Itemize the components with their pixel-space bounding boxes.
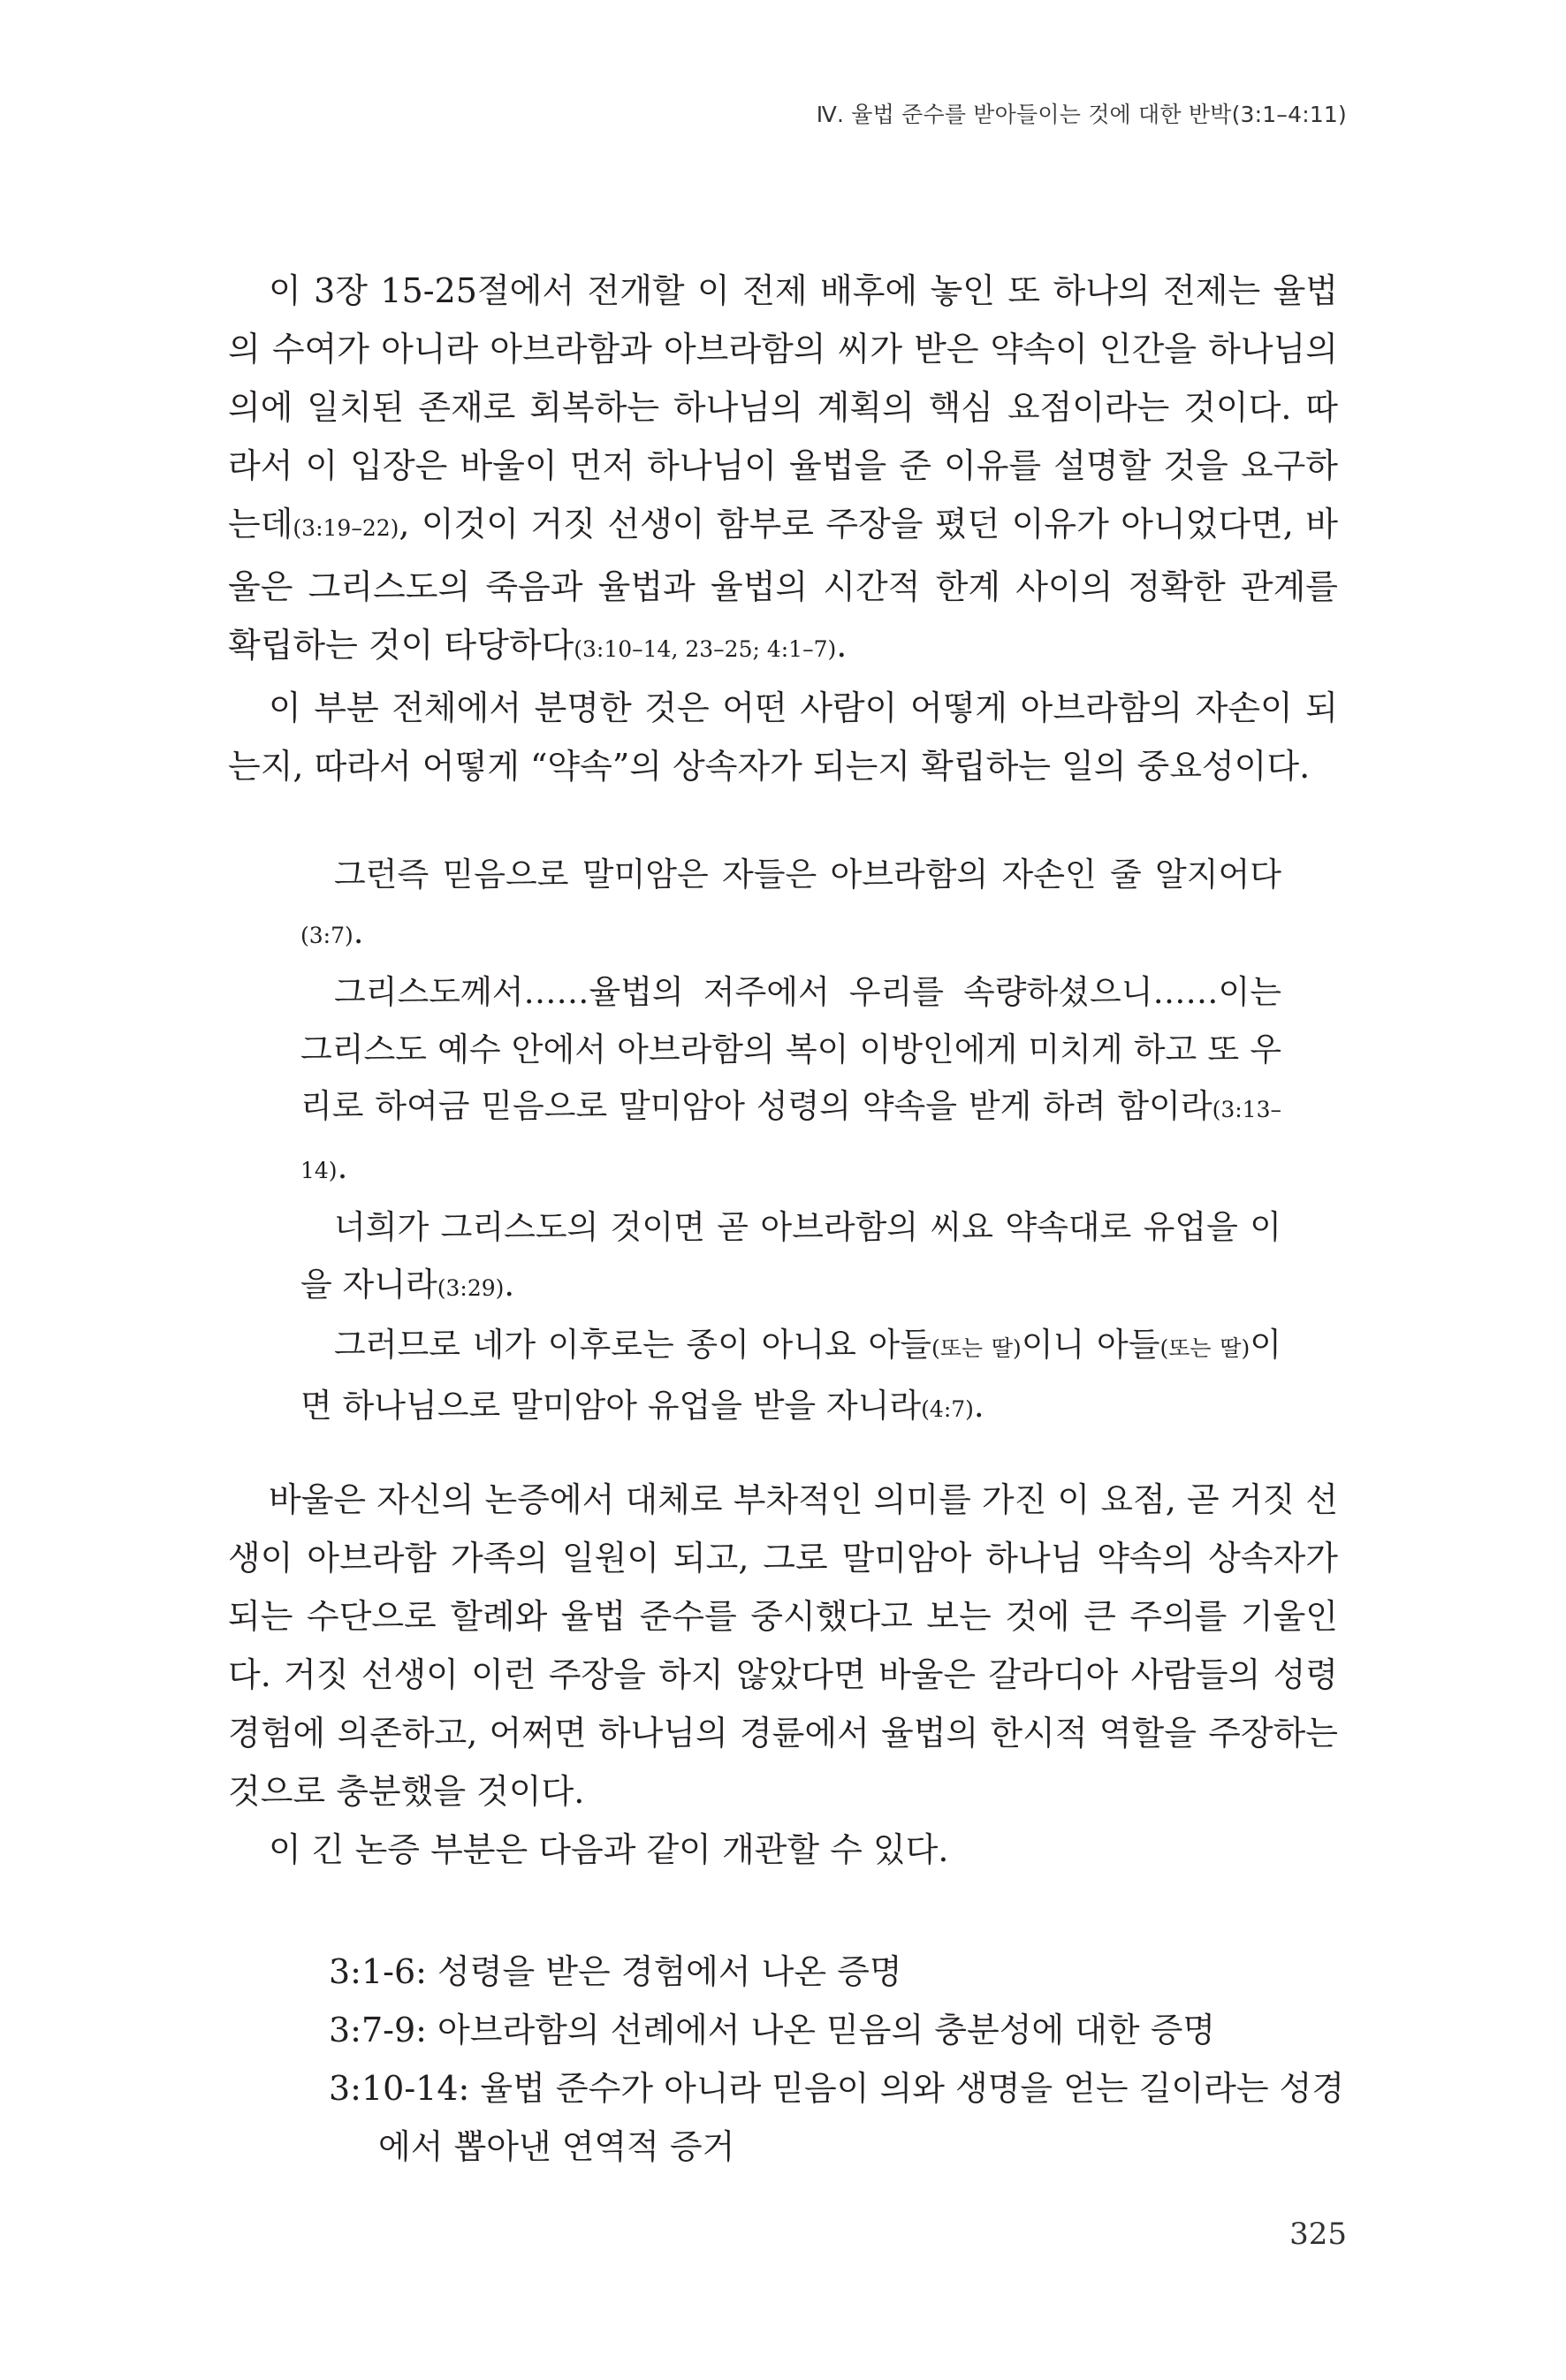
text-run: 그리스도께서……율법의 저주에서 우리를 속량하셨으니……이는 그리스도 예수 안에서 아브라함의 복이 이방인에게 미치게 하고 또 우리로 하여금 믿음으로 말미암아 성령의 약속을 받게 하려 함이라	[300, 973, 1281, 1125]
quote-paragraph	[300, 1199, 1281, 1317]
body-text-top	[228, 262, 1338, 795]
citation-text: (3:19–22)	[293, 515, 399, 541]
citation-text: (4:7)	[921, 1395, 974, 1422]
text-run: 이니 아들	[1021, 1326, 1160, 1364]
text-run: .	[353, 912, 364, 951]
text-run: 바울은 자신의 논증에서 대체로 부차적인 의미를 가진 이 요점, 곧 거짓 선생이 아브라함 가족의 일원이 되고, 그로 말미암아 하나님 약속의 상속자가 되는 수단으로 할례와 율법 준수를 중시했다고 보는 것에 큰 주의를 기울인다. 거짓 선생이 이런 주장을 하지 않았다면 바울은 갈라디아 사람들의 성령 경험에 의존하고, 어쩌면 하나님의 경륜에서 율법의 한시적 역할을 주장하는 것으로 충분했을 것이다.	[228, 1480, 1338, 1811]
paragraph	[228, 679, 1338, 795]
text-run: 이 긴 논증 부분은 다음과 같이 개관할 수 있다.	[269, 1830, 949, 1869]
text-run: 이면 하나님으로 말미암아 유업을 받을 자니라	[300, 1326, 1282, 1425]
running-header: Ⅳ. 율법 준수를 받아들이는 것에 대한 반박(3:1–4:11)	[816, 102, 1347, 127]
citation-text: (3:7)	[300, 922, 353, 948]
text-run: 이 3장 15-25절에서 전개할 이 전제 배후에 놓인 또 하나의 전제는 율법의 수여가 아니라 아브라함과 아브라함의 씨가 받은 약속이 인간을 하나님의 의에 일치된 존재로 회복하는 하나님의 계획의 핵심 요점이라는 것이다. 따라서 이 입장은 바울이 먼저 하나님이 율법을 준 이유를 설명할 것을 요구하는데	[228, 271, 1338, 544]
body-text-bottom	[228, 1471, 1338, 1879]
quote-paragraph	[300, 964, 1281, 1199]
section-outline	[329, 1943, 1345, 2176]
text-run: 그런즉 믿음으로 말미암은 자들은 아브라함의 자손인 줄 알지어다	[334, 855, 1281, 893]
text-run: 이 부분 전체에서 분명한 것은 어떤 사람이 어떻게 아브라함의 자손이 되는지, 따라서 어떻게 “약속”의 상속자가 되는지 확립하는 일의 중요성이다.	[228, 688, 1338, 786]
text-run: .	[504, 1265, 515, 1304]
quote-paragraph	[300, 1317, 1281, 1438]
citation-text: (3:10–14, 23–25; 4:1–7)	[574, 636, 837, 662]
paragraph	[228, 262, 1338, 679]
text-run: 너희가 그리스도의 것이면 곧 아브라함의 씨요 약속대로 유업을 이을 자니라	[300, 1208, 1281, 1304]
outline-item: 3:1-6: 성령을 받은 경험에서 나온 증명	[329, 1952, 902, 1991]
paragraph	[228, 1821, 1338, 1879]
text-run: 그러므로 네가 이후로는 종이 아니요 아들	[334, 1326, 931, 1364]
citation-text: (또는 딸)	[931, 1335, 1022, 1361]
page-number: 325	[1289, 2217, 1347, 2252]
outline-item: 3:7-9: 아브라함의 선례에서 나온 믿음의 충분성에 대한 증명	[329, 2011, 1216, 2049]
citation-text: (또는 딸)	[1159, 1335, 1251, 1361]
citation-text: (3:29)	[437, 1274, 505, 1301]
quote-paragraph	[300, 847, 1281, 964]
text-run: .	[836, 626, 848, 665]
paragraph	[228, 1471, 1338, 1821]
text-run: .	[973, 1386, 984, 1425]
citation-text: (3:13–14)	[300, 1097, 1281, 1183]
text-run: .	[337, 1147, 348, 1186]
outline-item: 3:10-14: 율법 준수가 아니라 믿음이 의와 생명을 얻는 길이라는 성경에서 뽑아낸 연역적 증거	[329, 2069, 1345, 2166]
text-run: , 이것이 거짓 선생이 함부로 주장을 폈던 이유가 아니었다면, 바울은 그리스도의 죽음과 율법과 율법의 시간적 한계 사이의 정확한 관계를 확립하는 것이 타당하다	[228, 505, 1338, 665]
scripture-quotes	[300, 847, 1281, 1438]
